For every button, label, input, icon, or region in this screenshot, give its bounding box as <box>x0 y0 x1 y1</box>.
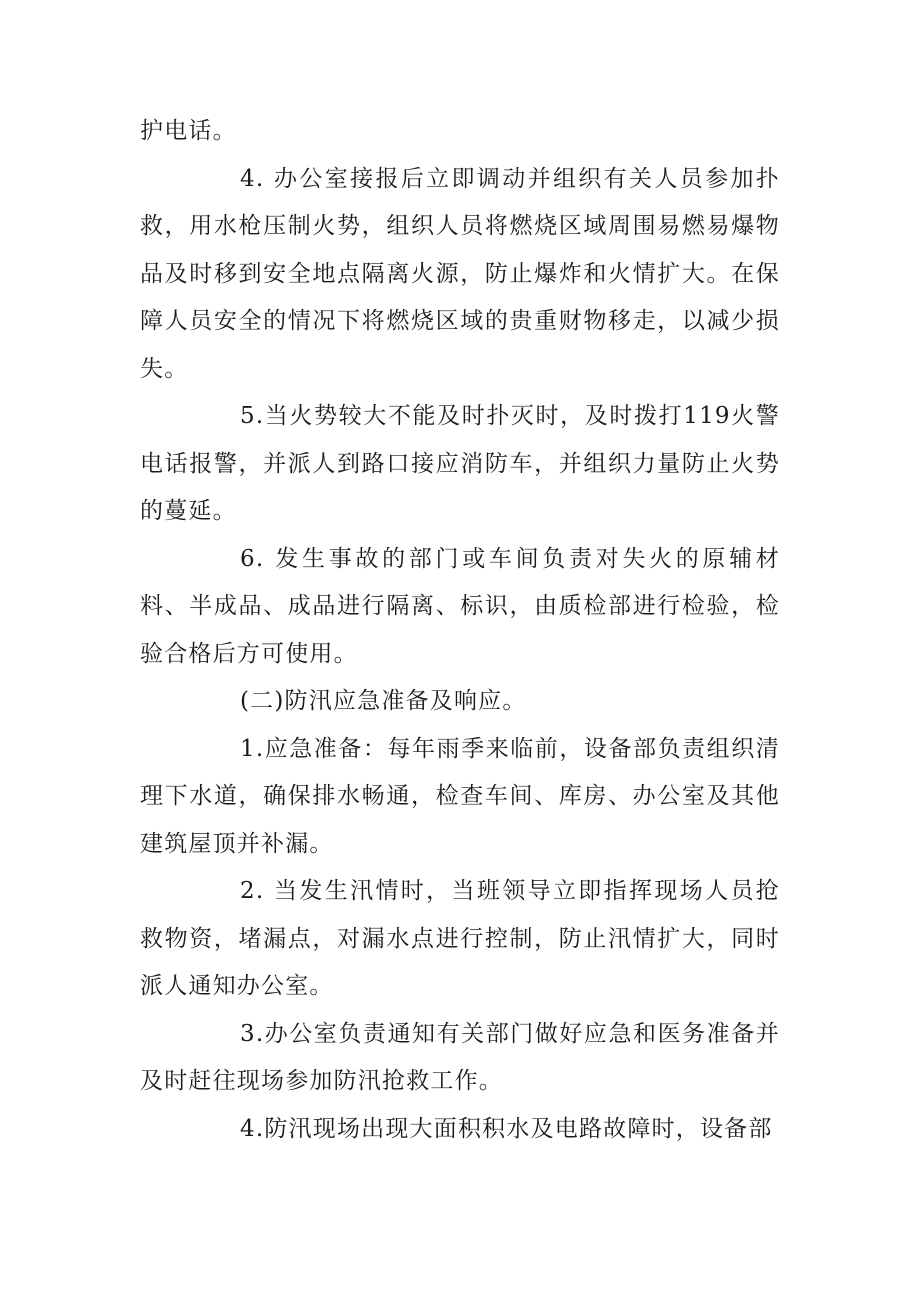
paragraph-item-4-firefighting: 4. 办公室接报后立即调动并组织有关人员参加扑救，用水枪压制火势，组织人员将燃烧区域周围易燃易爆物品及时移到安全地点隔离火源，防止爆炸和火情扩大。在保障人员安全的情况下将燃烧区域的贵重财物移走，以减少损失。 <box>140 165 780 382</box>
paragraph-item-2-flood-occurs: 2. 当发生汛情时，当班领导立即指挥现场人员抢救物资，堵漏点，对漏水点进行控制，防止汛情扩大，同时派人通知办公室。 <box>140 878 780 999</box>
paragraph-item-5-fire-alarm: 5.当火势较大不能及时扑灭时，及时拨打119火警电话报警，并派人到路口接应消防车，并组织力量防止火势的蔓延。 <box>140 403 780 524</box>
paragraph-continuation: 护电话。 <box>140 118 237 144</box>
paragraph-item-4-waterlogging: 4.防汛现场出现大面积积水及电路故障时，设备部 <box>240 1115 773 1142</box>
paragraph-item-6-isolation: 6. 发生事故的部门或车间负责对失火的原辅材料、半成品、成品进行隔离、标识，由质检部进行检验，检验合格后方可使用。 <box>140 545 780 667</box>
document-page <box>140 108 780 1153</box>
paragraph-item-1-preparation: 1.应急准备：每年雨季来临前，设备部负责组织清理下水道，确保排水畅通，检查车间、库房、办公室及其他建筑屋顶并补漏。 <box>140 735 780 857</box>
paragraph-item-3-office-notify: 3.办公室负责通知有关部门做好应急和医务准备并及时赶往现场参加防汛抢救工作。 <box>140 1020 780 1094</box>
section-heading-flood-response: (二)防汛应急准备及响应。 <box>240 688 527 714</box>
